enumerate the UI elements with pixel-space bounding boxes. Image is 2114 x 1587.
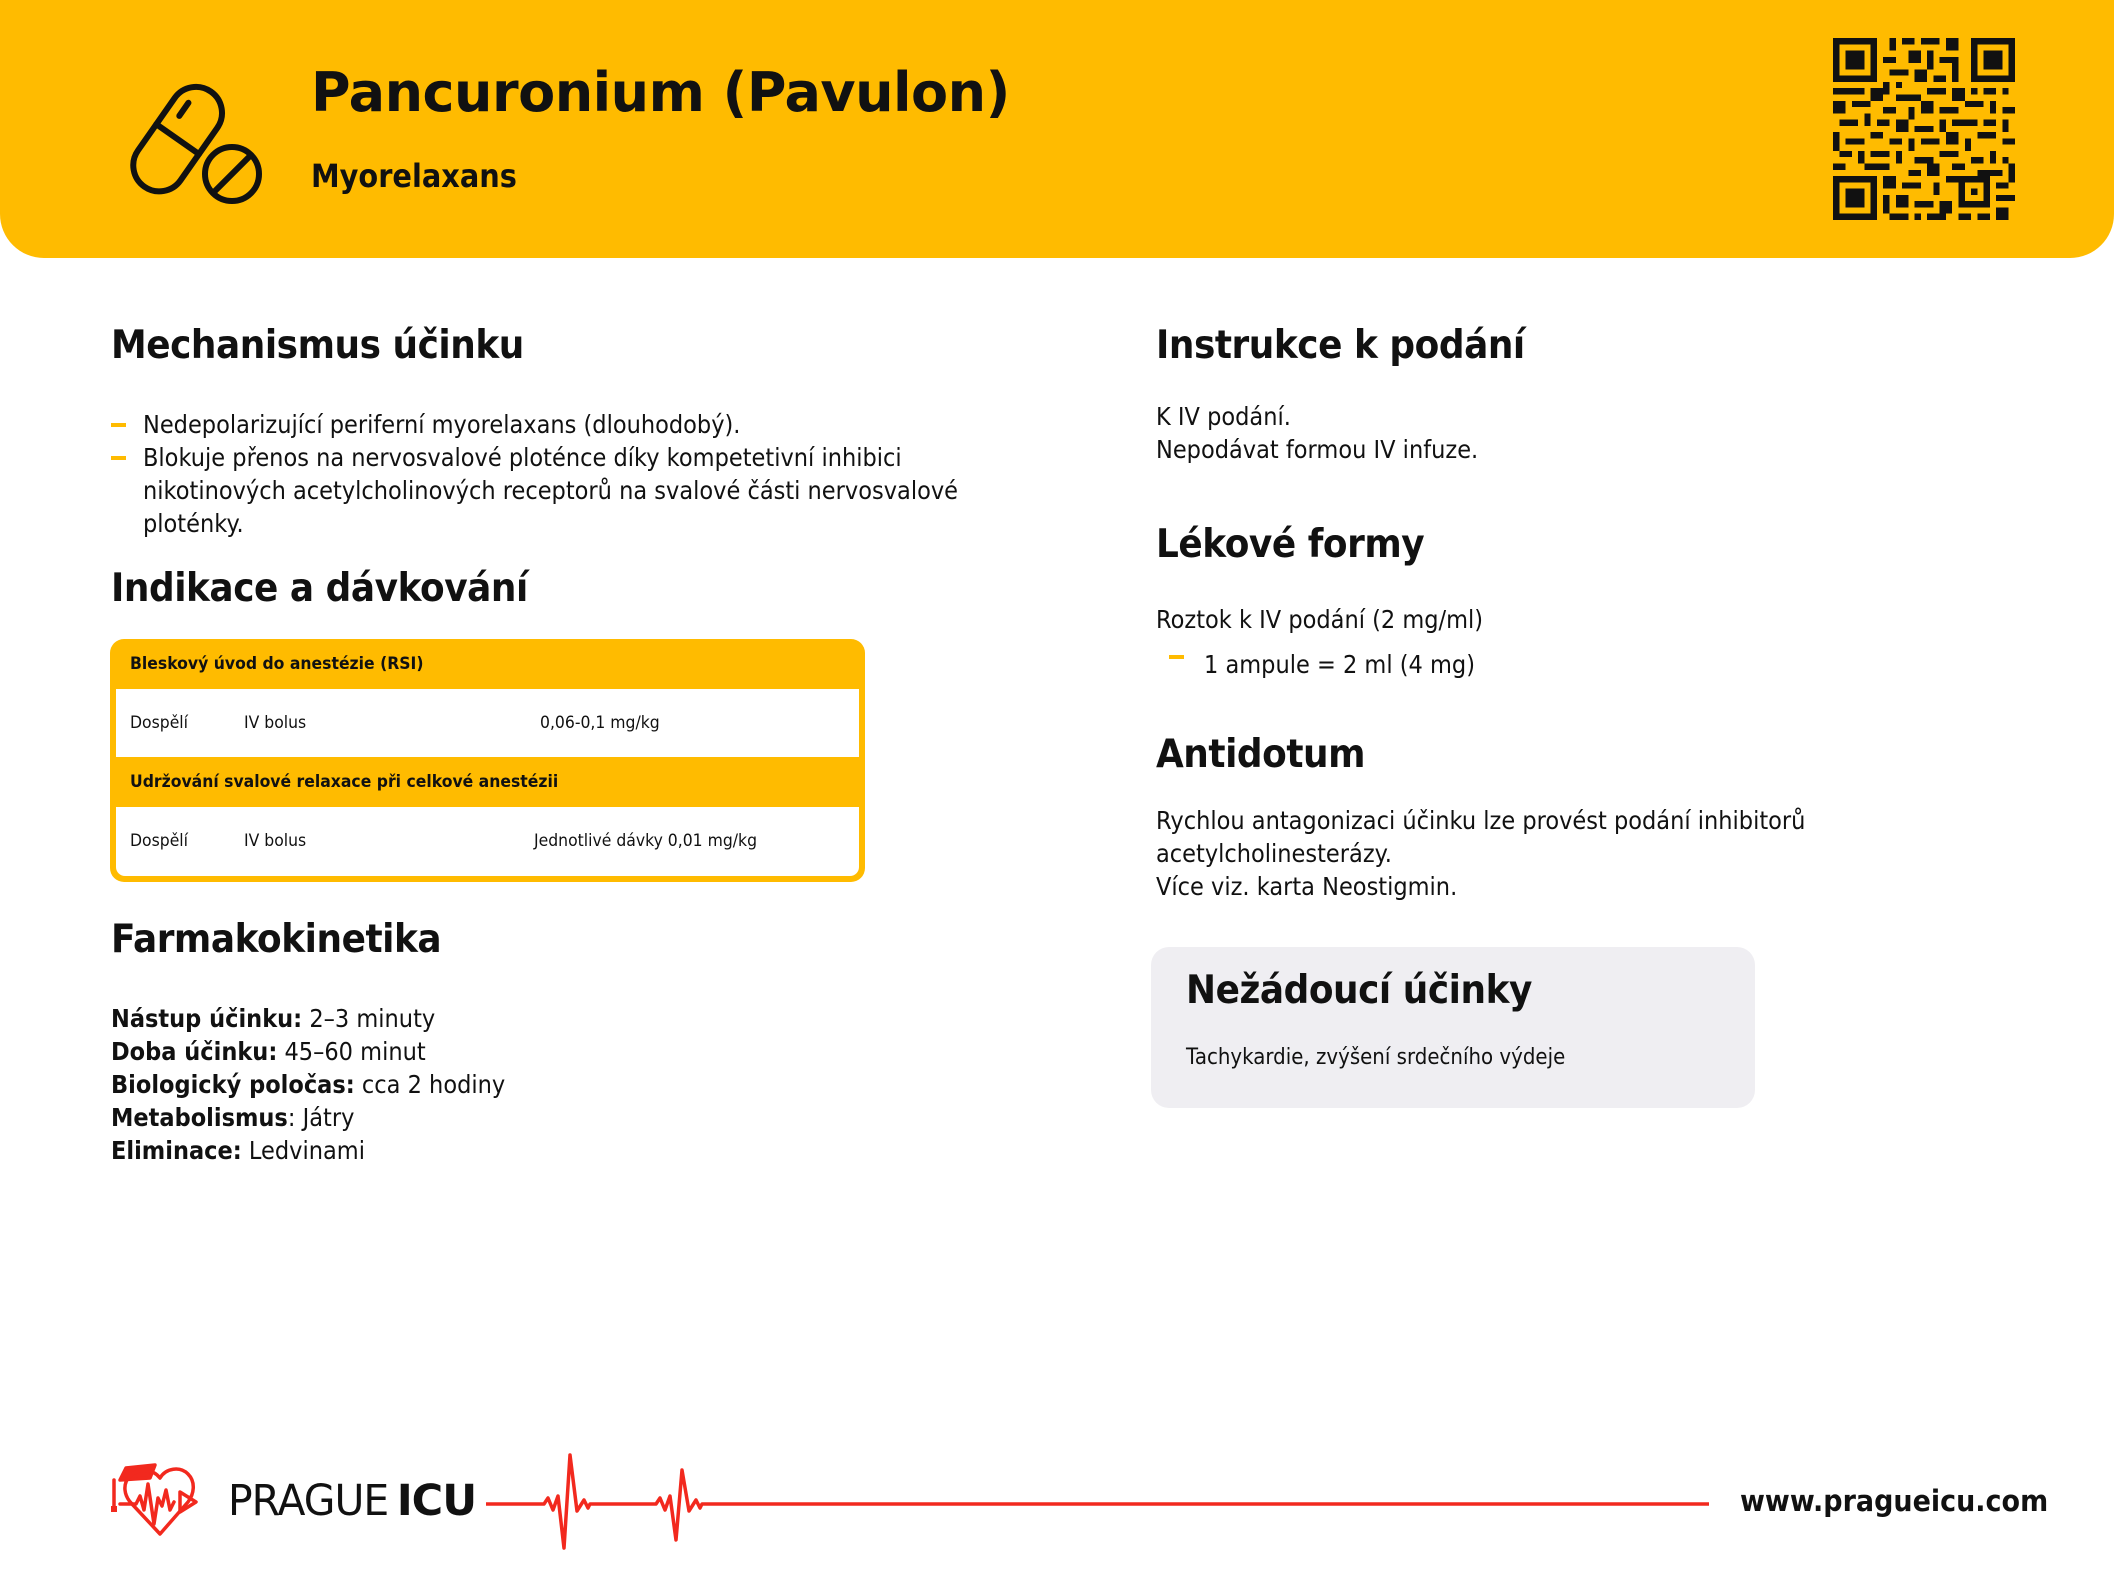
pharmacokinetics-heading: Farmakokinetika — [111, 917, 442, 962]
dosing-table — [110, 639, 865, 882]
pill-icon — [112, 70, 262, 210]
drug-title: Pancuronium (Pavulon) — [311, 61, 1010, 124]
pk-metabolism: Metabolismus: Játry — [111, 1103, 355, 1132]
population-cell: Dospělí — [130, 831, 189, 851]
website-link[interactable]: www.pragueicu.com — [1740, 1484, 2049, 1518]
mechanism-list — [111, 408, 1011, 540]
dose-cell: Jednotlivé dávky 0,01 mg/kg — [534, 831, 758, 851]
drug-class: Myorelaxans — [311, 157, 517, 195]
indications-heading: Indikace a dávkování — [111, 566, 528, 611]
forms-sub: 1 ampule = 2 ml (4 mg) — [1204, 650, 1475, 679]
table-section-header: Bleskový úvod do anestézie (RSI) — [130, 654, 424, 674]
route-cell: IV bolus — [244, 831, 307, 851]
antidote-line: Více viz. karta Neostigmin. — [1156, 872, 1458, 901]
forms-heading: Lékové formy — [1156, 522, 1425, 567]
bullet-dash-icon — [1169, 655, 1184, 659]
pharmacokinetics-list — [111, 1002, 549, 1167]
table-section-header: Udržování svalové relaxace při celkové anestézii — [130, 772, 559, 792]
table-row — [116, 689, 859, 757]
adverse-effects-text: Tachykardie, zvýšení srdečního výdeje — [1186, 1045, 1566, 1070]
adverse-effects-heading: Nežádoucí účinky — [1186, 968, 1532, 1013]
antidote-heading: Antidotum — [1156, 732, 1366, 777]
pk-half-life: Biologický poločas: cca 2 hodiny — [111, 1070, 506, 1099]
prague-icu-logo-icon — [110, 1462, 210, 1544]
mechanism-heading: Mechanismus účinku — [111, 323, 524, 368]
administration-line: Nepodávat formou IV infuze. — [1156, 435, 1479, 464]
antidote-line: Rychlou antagonizaci účinku lze provést podání inhibitorů — [1156, 806, 1806, 835]
antidote-line: acetylcholinesterázy. — [1156, 839, 1392, 868]
pk-duration: Doba účinku: 45–60 minut — [111, 1037, 426, 1066]
dose-cell: 0,06-0,1 mg/kg — [540, 713, 660, 733]
route-cell: IV bolus — [244, 713, 307, 733]
administration-heading: Instrukce k podání — [1156, 323, 1525, 368]
qr-code-icon[interactable] — [1833, 38, 2015, 220]
forms-main: Roztok k IV podání (2 mg/ml) — [1156, 605, 1484, 634]
bullet-dash-icon — [111, 456, 126, 460]
bullet-dash-icon — [111, 423, 126, 427]
header-banner — [0, 0, 2114, 258]
table-row — [116, 807, 859, 876]
population-cell: Dospělí — [130, 713, 189, 733]
list-item: Blokuje přenos na nervosvalové ploténce díky kompetetivní inhibici nikotinových acetylcholinových receptorů na svalové části nervosvalové ploténky. — [111, 441, 1011, 540]
pk-onset: Nástup účinku: 2–3 minuty — [111, 1004, 436, 1033]
administration-line: K IV podání. — [1156, 402, 1291, 431]
list-item: Nedepolarizující periferní myorelaxans (dlouhodobý). — [111, 408, 1011, 441]
ecg-line-icon — [480, 1440, 1715, 1560]
brand-name: PRAGUEICU — [228, 1476, 477, 1526]
pk-elimination: Eliminace: Ledvinami — [111, 1136, 365, 1165]
